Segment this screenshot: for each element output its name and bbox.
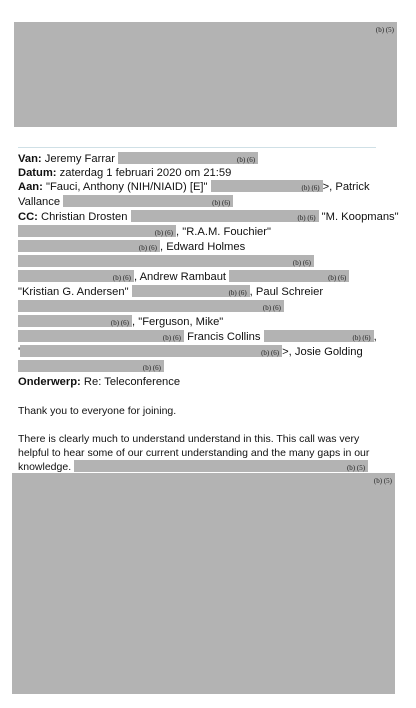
redaction: (b) (6)	[18, 255, 314, 267]
to-value-c: Vallance	[18, 196, 61, 208]
to-value-a: "Fauci, Anthony (NIH/NIAID) [E]"	[45, 181, 208, 193]
cc-line-4	[18, 255, 314, 269]
cc-12: >, Josie Golding	[282, 346, 363, 358]
redaction-code: (b) (5)	[373, 477, 392, 485]
redaction-code: (b) (5)	[375, 26, 394, 34]
divider	[18, 147, 376, 148]
redaction: (b) (6)	[18, 315, 132, 327]
redaction: (b) (6)	[264, 330, 374, 342]
redaction: (b) (6)	[18, 330, 184, 342]
cc-line-2	[18, 225, 271, 239]
redaction: (b) (6)	[63, 195, 233, 207]
cc-1: Christian Drosten	[41, 211, 128, 223]
cc-4: , Edward Holmes	[160, 241, 246, 253]
cc-6: "Kristian G. Andersen"	[18, 286, 129, 298]
cc-line-8	[18, 315, 223, 329]
cc-7: , Paul Schreier	[249, 286, 324, 298]
redaction: (b) (6)	[211, 180, 323, 192]
cc-8: , "Ferguson, Mike"	[132, 316, 224, 328]
subject-value: Re: Teleconference	[83, 376, 181, 388]
cc-11: '	[18, 346, 21, 358]
body-paragraph-1: Thank you to everyone for joining.	[18, 405, 177, 417]
redaction-block-bottom	[12, 473, 395, 694]
cc-line-1	[18, 210, 399, 224]
from-label: Van:	[18, 153, 42, 165]
cc-line-7	[18, 300, 284, 314]
cc-label: CC:	[18, 211, 38, 223]
redaction: (b) (6)	[18, 270, 134, 282]
subject-line	[18, 375, 180, 389]
cc-line-5	[18, 270, 349, 284]
redaction: (b) (6)	[229, 270, 349, 282]
cc-10: ,	[373, 331, 377, 343]
redaction: (b) (6)	[18, 240, 160, 252]
date-line	[18, 166, 231, 180]
cc-line-6	[18, 285, 323, 299]
to-label: Aan:	[18, 181, 43, 193]
redaction: (b) (6)	[131, 210, 319, 222]
date-label: Datum:	[18, 167, 57, 179]
redaction-block-top	[14, 22, 397, 127]
redaction: (b) (6)	[18, 225, 176, 237]
cc-line-11	[18, 360, 164, 374]
to-value-b: >, Patrick	[322, 181, 370, 193]
cc-3: , "R.A.M. Fouchier"	[176, 226, 271, 238]
redaction: (b) (6)	[18, 360, 164, 372]
redaction: (b) (6)	[132, 285, 250, 297]
cc-5: , Andrew Rambaut	[134, 271, 227, 283]
cc-line-9	[18, 330, 377, 344]
redaction: (b) (5)	[74, 460, 368, 472]
from-value: Jeremy Farrar	[44, 153, 115, 165]
body-text: knowledge.	[18, 461, 72, 473]
redaction: (b) (6)	[18, 300, 284, 312]
body-paragraph-2-line-2: helpful to hear some of our current understanding and the many gaps in our	[18, 447, 370, 459]
redaction: (b) (6)	[20, 345, 282, 357]
date-value: zaterdag 1 februari 2020 om 21:59	[59, 167, 232, 179]
subject-label: Onderwerp:	[18, 376, 81, 388]
cc-line-10	[18, 345, 363, 359]
body-paragraph-2-line-3	[18, 460, 368, 474]
body-paragraph-2-line-1: There is clearly much to understand understand in this. This call was very	[18, 433, 360, 445]
cc-line-3	[18, 240, 245, 254]
cc-2: "M. Koopmans"	[321, 211, 399, 223]
cc-9: Francis Collins	[187, 331, 261, 343]
to-line-2	[18, 195, 233, 209]
redaction: (b) (6)	[118, 152, 258, 164]
to-line	[18, 180, 370, 194]
from-line	[18, 152, 258, 166]
